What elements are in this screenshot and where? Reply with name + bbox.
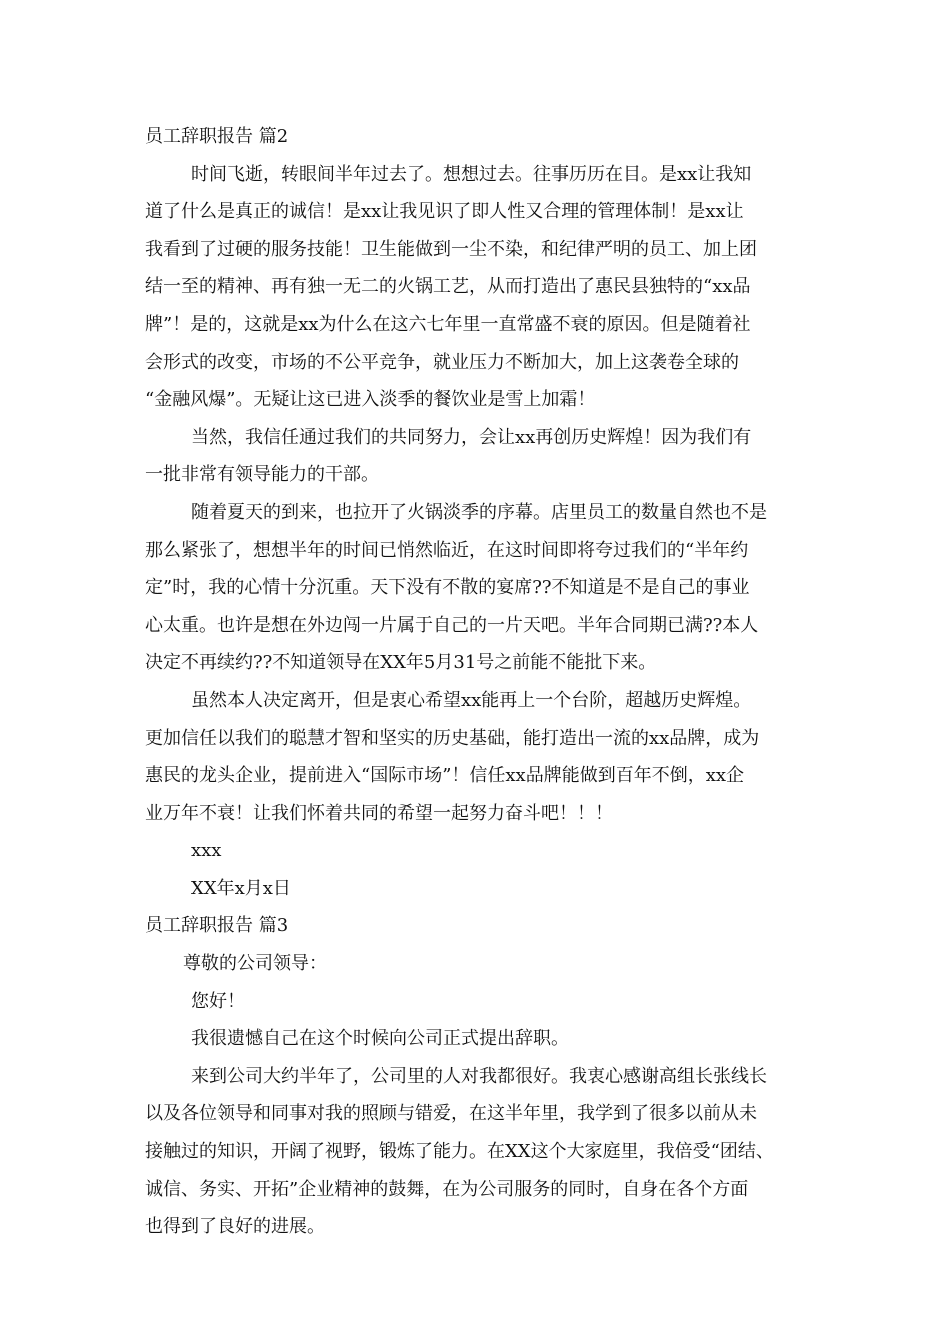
paragraph-line: 时间飞逝，转眼间半年过去了。想想过去。往事历历在目。是xx让我知 — [191, 163, 752, 185]
paragraph-line: 定”时，我的心情十分沉重。天下没有不散的宴席??不知道是不是自己的事业 — [145, 577, 750, 599]
paragraph-line: 我很遗憾自己在这个时候向公司正式提出辞职。 — [191, 1028, 569, 1050]
paragraph-line: 心太重。也许是想在外边闯一片属于自己的一片天吧。半年合同期已满??本人 — [145, 614, 759, 636]
paragraph-line: 一批非常有领导能力的干部。 — [145, 464, 379, 486]
signature-date: XX年x月x日 — [191, 877, 291, 899]
paragraph-line: 也得到了良好的进展。 — [145, 1216, 325, 1238]
salutation: 尊敬的公司领导： — [183, 953, 327, 975]
paragraph-line: 结一至的精神、再有独一无二的火锅工艺，从而打造出了惠民县独特的“xx品 — [145, 276, 751, 298]
paragraph-line: 牌”！是的，这就是xx为什么在这六七年里一直常盛不衰的原因。但是随着社 — [145, 313, 751, 335]
paragraph-line: 业万年不衰！让我们怀着共同的希望一起努力奋斗吧！！！ — [145, 802, 613, 824]
paragraph-line: 虽然本人决定离开，但是衷心希望xx能再上一个台阶，超越历史辉煌。 — [191, 689, 752, 711]
paragraph-line: 那么紧张了，想想半年的时间已悄然临近，在这时间即将夸过我们的“半年约 — [145, 539, 749, 561]
paragraph-line: 决定不再续约??不知道领导在XX年5月31号之前能不能批下来。 — [145, 652, 657, 674]
paragraph-line: 道了什么是真正的诚信！是xx让我见识了即人性又合理的管理体制！是xx让 — [145, 201, 744, 223]
section-3-title: 员工辞职报告 篇3 — [145, 915, 289, 937]
paragraph-line: 我看到了过硬的服务技能！卫生能做到一尘不染，和纪律严明的员工、加上团 — [145, 238, 757, 260]
paragraph-line: 更加信任以我们的聪慧才智和坚实的历史基础，能打造出一流的xx品牌，成为 — [145, 727, 760, 749]
paragraph-line: 来到公司大约半年了，公司里的人对我都很好。我衷心感谢高组长张线长 — [191, 1065, 767, 1087]
paragraph-line: 接触过的知识，开阔了视野，锻炼了能力。在XX这个大家庭里，我倍受“团结、 — [145, 1141, 774, 1163]
greeting: 您好！ — [191, 990, 245, 1012]
paragraph-line: 随着夏天的到来，也拉开了火锅淡季的序幕。店里员工的数量自然也不是 — [191, 501, 767, 523]
paragraph-line: 会形式的改变，市场的不公平竞争，就业压力不断加大，加上这袭卷全球的 — [145, 351, 739, 373]
paragraph-line: 惠民的龙头企业，提前进入“国际市场”！信任xx品牌能做到百年不倒，xx企 — [145, 765, 745, 787]
section-2-title: 员工辞职报告 篇2 — [145, 126, 289, 147]
paragraph-line: 以及各位领导和同事对我的照顾与错爱，在这半年里，我学到了很多以前从未 — [145, 1103, 757, 1125]
signature-name: xxx — [191, 840, 222, 862]
paragraph-line: 当然，我信任通过我们的共同努力，会让xx再创历史辉煌！因为我们有 — [191, 426, 752, 448]
paragraph-line: “金融风爆”。无疑让这已进入淡季的餐饮业是雪上加霜！ — [145, 389, 596, 411]
paragraph-line: 诚信、务实、开拓”企业精神的鼓舞，在为公司服务的同时，自身在各个方面 — [145, 1178, 749, 1200]
document-body — [145, 118, 810, 1246]
